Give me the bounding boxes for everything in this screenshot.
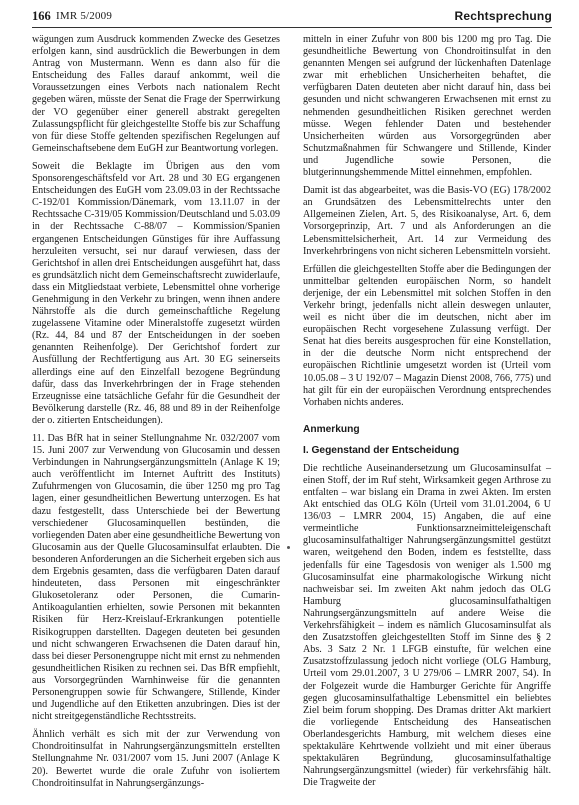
header-rule (32, 27, 552, 28)
paragraph: Ähnlich verhält es sich mit der zur Verwendung von Chondroitinsulfat in Nahrungsergänzungsmitteln erstellten Stellungnahme Nr. 031/2007 vom 15. Juni 2007 (Anlage K 20). Bewertet wurde die orale Zufuhr von isoliertem Chondroitinsulfat in Nahrungsergänzungs- (32, 729, 280, 789)
paragraph: mitteln in einer Zufuhr von 800 bis 1200 mg pro Tag. Die gesundheitliche Bewertung von Chondroitinsulfat in den genannten Mengen sei aufgrund der lückenhaften Datenlage zwar mit erheblichen Unsicherheiten behaftet, die verfügbaren Daten deuteten aber nicht darauf hin, dass bei gesunden und nicht schwangeren Erwachsenen mit ernst zu nehmenden gesundheitlichen Risiken gerechnet werden müsse. Wegen fehlender Daten und bestehender Unsicherheiten würden aus Vorsorgegründen aber Schutzmaßnahmen für Schwangere und Stillende, Kinder und Jugendliche sowie Personen, die blutgerinnungshemmende Mittel einnehmen, empfohlen. (303, 34, 551, 179)
journal-name: IMR 5/2009 (56, 10, 113, 22)
page-number: 166 (32, 9, 51, 23)
paragraph: 11. Das BfR hat in seiner Stellungnahme Nr. 032/2007 vom 15. Juni 2007 zur Verwendung von Glucosamin und dessen Verbindungen in Nahrungsergänzungsmitteln (Anlage K 19; auch veröffentlicht im Internet Auftritt des Instituts) Zufuhrmengen von Glucosamin, die über 1250 mg pro Tag lagen, einer gesundheitlichen Bewertung unterzogen. Es hat dazu festgestellt, dass Unterschiede bei der Bewertung verschiedener Glucosaminquellen bestünden, die vorliegenden Daten aber eine gesundheitliche Bewertung von Glucosamin aus der Quelle Glucosaminsulfat erlaubten. Die besonderen Anforderungen an die Sicherheit ergeben sich aus dem Ergebnis gesamten, dass die verfügbaren Daten darauf hindeuteten, dass Personen mit eingeschränkter Glukosetoleranz oder Personen, die Cumarin-Antikoagulantien erhielten, sowie Personen mit bekannten Risiken für Herz-Kreislauf-Erkrankungen potentielle Risikogruppen darstellten. Dagegen deuteten bei gesunden und nicht schwangeren Erwachsenen die Daten darauf hin, dass bei dieser Personengruppe nicht mit ernst zu nehmenden gesundheitlichen Risiken zu rechnen sei. Das BfR empfiehlt, aus Vorsorgegründen Warnhinweise für die genannten Personengruppen sowie für Schwangere, Stillende, Kinder und Jugendliche auf den Etiketten anzubringen. Dies ist der nicht streitgegenständliche Rechtsstreits. (32, 433, 280, 723)
subsection-heading: I. Gegenstand der Entscheidung (303, 444, 460, 456)
annotation-heading: Anmerkung (303, 423, 360, 435)
column-marker (287, 546, 290, 549)
right-column (303, 34, 551, 795)
section-title: Rechtsprechung (454, 9, 552, 23)
paragraph: Damit ist das abgearbeitet, was die Basis-VO (EG) 178/2002 an Grundsätzen des Lebensmittelrechts unter den Allgemeinen Zielen, Art. 5, des Risikoanalyse, Art. 6, dem Vorsorgeprinzip, Art. 7 und als Anforderungen an die Lebensmittelsicherheit, Art. 14 zur Vermeidung des Inverkehrbringens von nicht sicheren Lebensmitteln vorsieht. (303, 185, 551, 257)
paragraph: wägungen zum Ausdruck kommenden Zwecke des Gesetzes erfolgen kann, sind ausdrücklich die Bewerbungen in dem Antrag von Mustermann. Wenn es dann also für die Entscheidung des Falles darauf ankommt, weil die Voraussetzungen eines Verbots nach nationalem Recht gegeben wären, müsste der Senat die Frage der Sperrwirkung der VO gegenüber einer generell abstrakt geregelten Zulassungspflicht für gleichgestellte Stoffe bis zur Schaffung von für diese Stoffe geltenden spezifischen Regelungen auf Gemeinschaftsebene dem EuGH zur Beantwortung vorlegen. (32, 34, 280, 154)
paragraph: Die rechtliche Auseinandersetzung um Glucosaminsulfat – einen Stoff, der im Ruf steht, Wirksamkeit gegen Arthrose zu entfalten – war bislang ein Drama in zwei Akten. Im ersten Akt entschied das OLG Köln (Urteil vom 31.01.2004, 6 U 136/03 – LMRR 2004, 15) Angaben, die auf eine vermeintliche Funktionsarzneimitteleigenschaft glucosaminsulfathaltiger Nahrungsergänzungsmittel gestützt waren, weitgehend den Boden, indem es feststellte, dass jedenfalls für eine Tagesdosis von weniger als 1.500 mg Glucosaminsulfat eine pharmakologische Wirkung nicht nachweisbar sei. Im zweiten Akt nahm jedoch das OLG Hamburg glucosaminsulfathaltigen Nahrungsergänzungsmitteln auf andere Weise die Verkehrsfähigkeit – indem es nämlich Glucosaminsulfat als den Zusatzstoffen gleichgestellten Stoff im Sinne des § 2 Abs. 3 Satz 2 Nr. 1 LFGB einstufte, für welchen eine Zusatzstoffzulassung jedoch nicht vorliege (OLG Hamburg, Urteil vom 29.01.2007, 3 U 279/06 – LMRR 2007, 54). In der Folgezeit wurde die Hamburger Gerichte für Angriffe gegen glucosaminsulfathaltige Lebensmittel ein beliebtes Ziel beim forum shopping. Des Dramas dritter Akt markiert die vorliegende Entscheidung des Hanseatischen Oberlandesgerichts Hamburg, mit welchem dieses eine spektakuläre Kehrtwende vollzieht und mit einer überaus spektakulären Begründung, glucosaminsulfathaltige Nahrungsergänzungsmittel (wieder) für verkehrsfähig hält. Die Tragweite der (303, 462, 551, 789)
left-column (32, 34, 280, 796)
paragraph: Erfüllen die gleichgestellten Stoffe aber die Bedingungen der unmittelbar geltenden europäischen Norm, so handelt derjenige, der ein Lebensmittel mit solchen Stoffen in den Verkehr bringt, jedenfalls nicht allein deswegen unlauter, weil es nicht über die im deutschen, nicht aber im europäischen Recht vorgesehene Zulassung verfügt. Der Senat hat dies bereits ausgesprochen für eine Konstellation, in der die deutsche Norm nicht entsprechend der europäischen Richtlinie umgesetzt worden ist (Urteil vom 10.05.08 – 3 U 192/07 – Magazin Dienst 2008, 766, 775) und hat gilt für ein der europäischen Verordnung entsprechendes Vorhaben nichts anderes. (303, 263, 551, 408)
running-header (32, 9, 552, 27)
paragraph: Soweit die Beklagte im Übrigen aus den vom Sponsorengeschäftsfeld vor Art. 28 und 30 EG ergangenen Entscheidungen des EuGH vom 23.09.03 in der Rechtssache C-192/01 Kommission/Dänemark, vom 13.11.07 in der Rechtssache C-319/05 Kommission/Deutschland und 5.03.09 in der Rechtssache C-88/07 – Kommission/Spanien ergangenen Entscheidungen Günstiges für ihre Auffassung herzuleiten versucht, sei nur darauf verwiesen, dass der Gerichtshof in allen drei Entscheidungen ausgeführt hat, dass es grundsätzlich nicht dem Gemeinschaftsrecht zuwiderlaufe, dass ein Mitgliedstaat verbiete, Lebensmittel ohne vorherige Genehmigung in den Verkehr zu bringen, wenn ihnen andere Nährstoffe als die durch gemeinschaftliche Regelung zugelassene Vitamine oder Mineralstoffe zugesetzt würden (Rz. 44, 84 und 87 der Entscheidungen in der soeben genannten Reihenfolge). Der Gerichtshof fordert zur Ausfüllung der Rechtfertigung aus Art. 30 EG seinerseits allerdings eine auf den Einzelfall bezogene Begründung dafür, dass das Inverkehrbringen der in Frage stehenden Erzeugnisse eine tatsächliche Gefahr für die Gesundheit der Bevölkerung darstelle (Rz. 46, 88 und 89 in der Reihenfolge der o. zitierten Entscheidungen). (32, 160, 280, 426)
